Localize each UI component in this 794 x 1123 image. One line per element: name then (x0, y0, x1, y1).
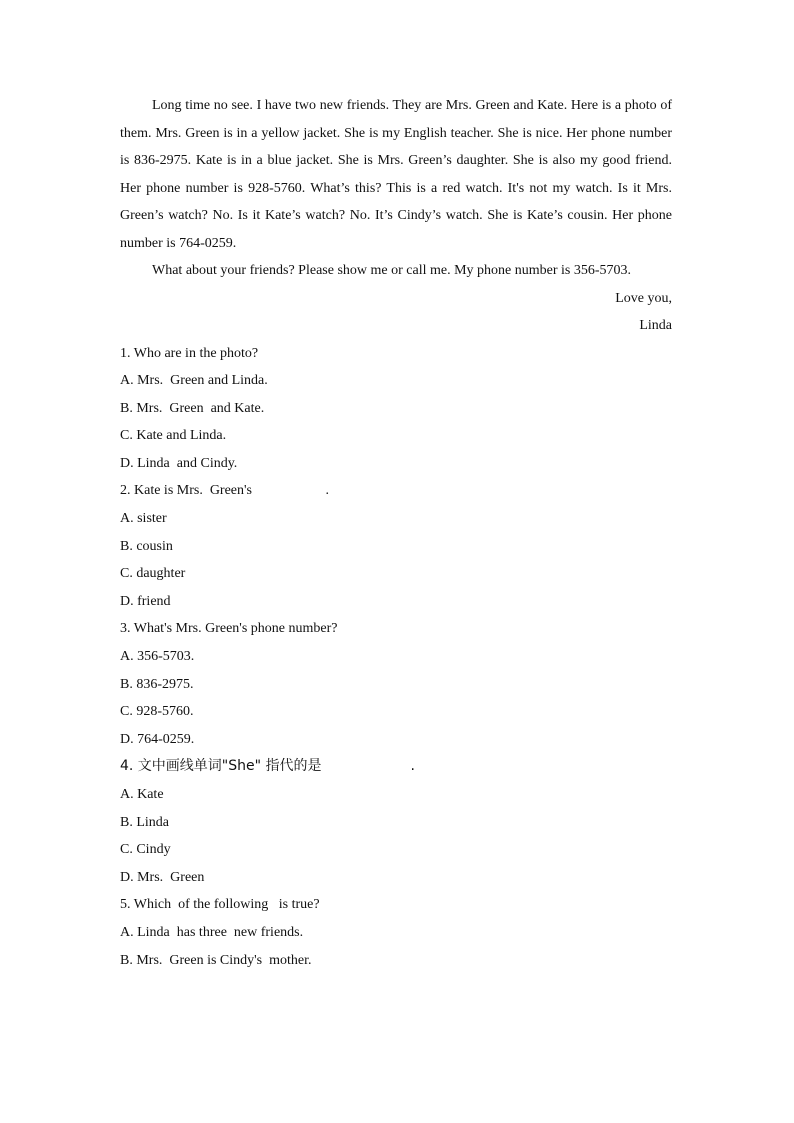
question-stem: 2. Kate is Mrs. Green's . (120, 483, 329, 499)
answer-option: D. friend (120, 593, 171, 609)
answer-option: A. sister (120, 511, 167, 527)
answer-option: A. Linda has three new friends. (120, 924, 304, 940)
question-4 (120, 753, 672, 891)
answer-option: B. Mrs. Green is Cindy's mother. (120, 952, 312, 968)
answer-option: A. Mrs. Green and Linda. (120, 373, 268, 389)
answer-option: C. Kate and Linda. (120, 428, 227, 444)
question-3 (120, 615, 672, 753)
letter-closing: Love you, (615, 290, 672, 306)
answer-option: C. Cindy (120, 842, 171, 858)
answer-option: C. 928-5760. (120, 704, 194, 720)
answer-option: C. daughter (120, 566, 186, 582)
answer-option: D. Mrs. Green (120, 869, 205, 885)
question-5 (120, 891, 672, 974)
letter-paragraph-1: Long time no see. I have two new friends. They are Mrs. Green and Kate. Here is a photo of them. Mrs. Green is in a yellow jacket. She is my English teacher. She is nice. Her phone number is 836-2975. Kate is in a blue jacket. She is Mrs. Green’s daughter. She is also my good friend. Her phone number is 928-5760. What’s this? This is a red watch. It's not my watch. Is it Mrs. Green’s watch? No. Is it Kate’s watch? No. It’s Cindy’s watch. She is Kate’s cousin. Her phone number is 764-0259. (120, 98, 672, 251)
answer-option: D. 764-0259. (120, 731, 195, 747)
question-2 (120, 477, 672, 615)
letter-paragraph-2: What about your friends? Please show me or call me. My phone number is 356-5703. (152, 263, 632, 278)
answer-option: B. Mrs. Green and Kate. (120, 400, 265, 416)
question-stem: 3. What's Mrs. Green's phone number? (120, 621, 338, 637)
question-1 (120, 340, 672, 478)
answer-option: D. Linda and Cindy. (120, 455, 238, 471)
question-stem: 1. Who are in the photo? (120, 345, 259, 361)
answer-option: B. cousin (120, 538, 173, 554)
answer-option: B. Linda (120, 814, 169, 830)
letter (120, 92, 672, 340)
answer-option: A. Kate (120, 787, 164, 802)
document-page (120, 92, 672, 974)
question-list (120, 340, 672, 975)
question-stem: 4. 文中画线单词"She" 指代的是 . (120, 758, 415, 775)
answer-option: B. 836-2975. (120, 676, 194, 692)
question-stem: 5. Which of the following is true? (120, 897, 320, 913)
answer-option: A. 356-5703. (120, 649, 195, 665)
letter-signature: Linda (639, 318, 672, 333)
